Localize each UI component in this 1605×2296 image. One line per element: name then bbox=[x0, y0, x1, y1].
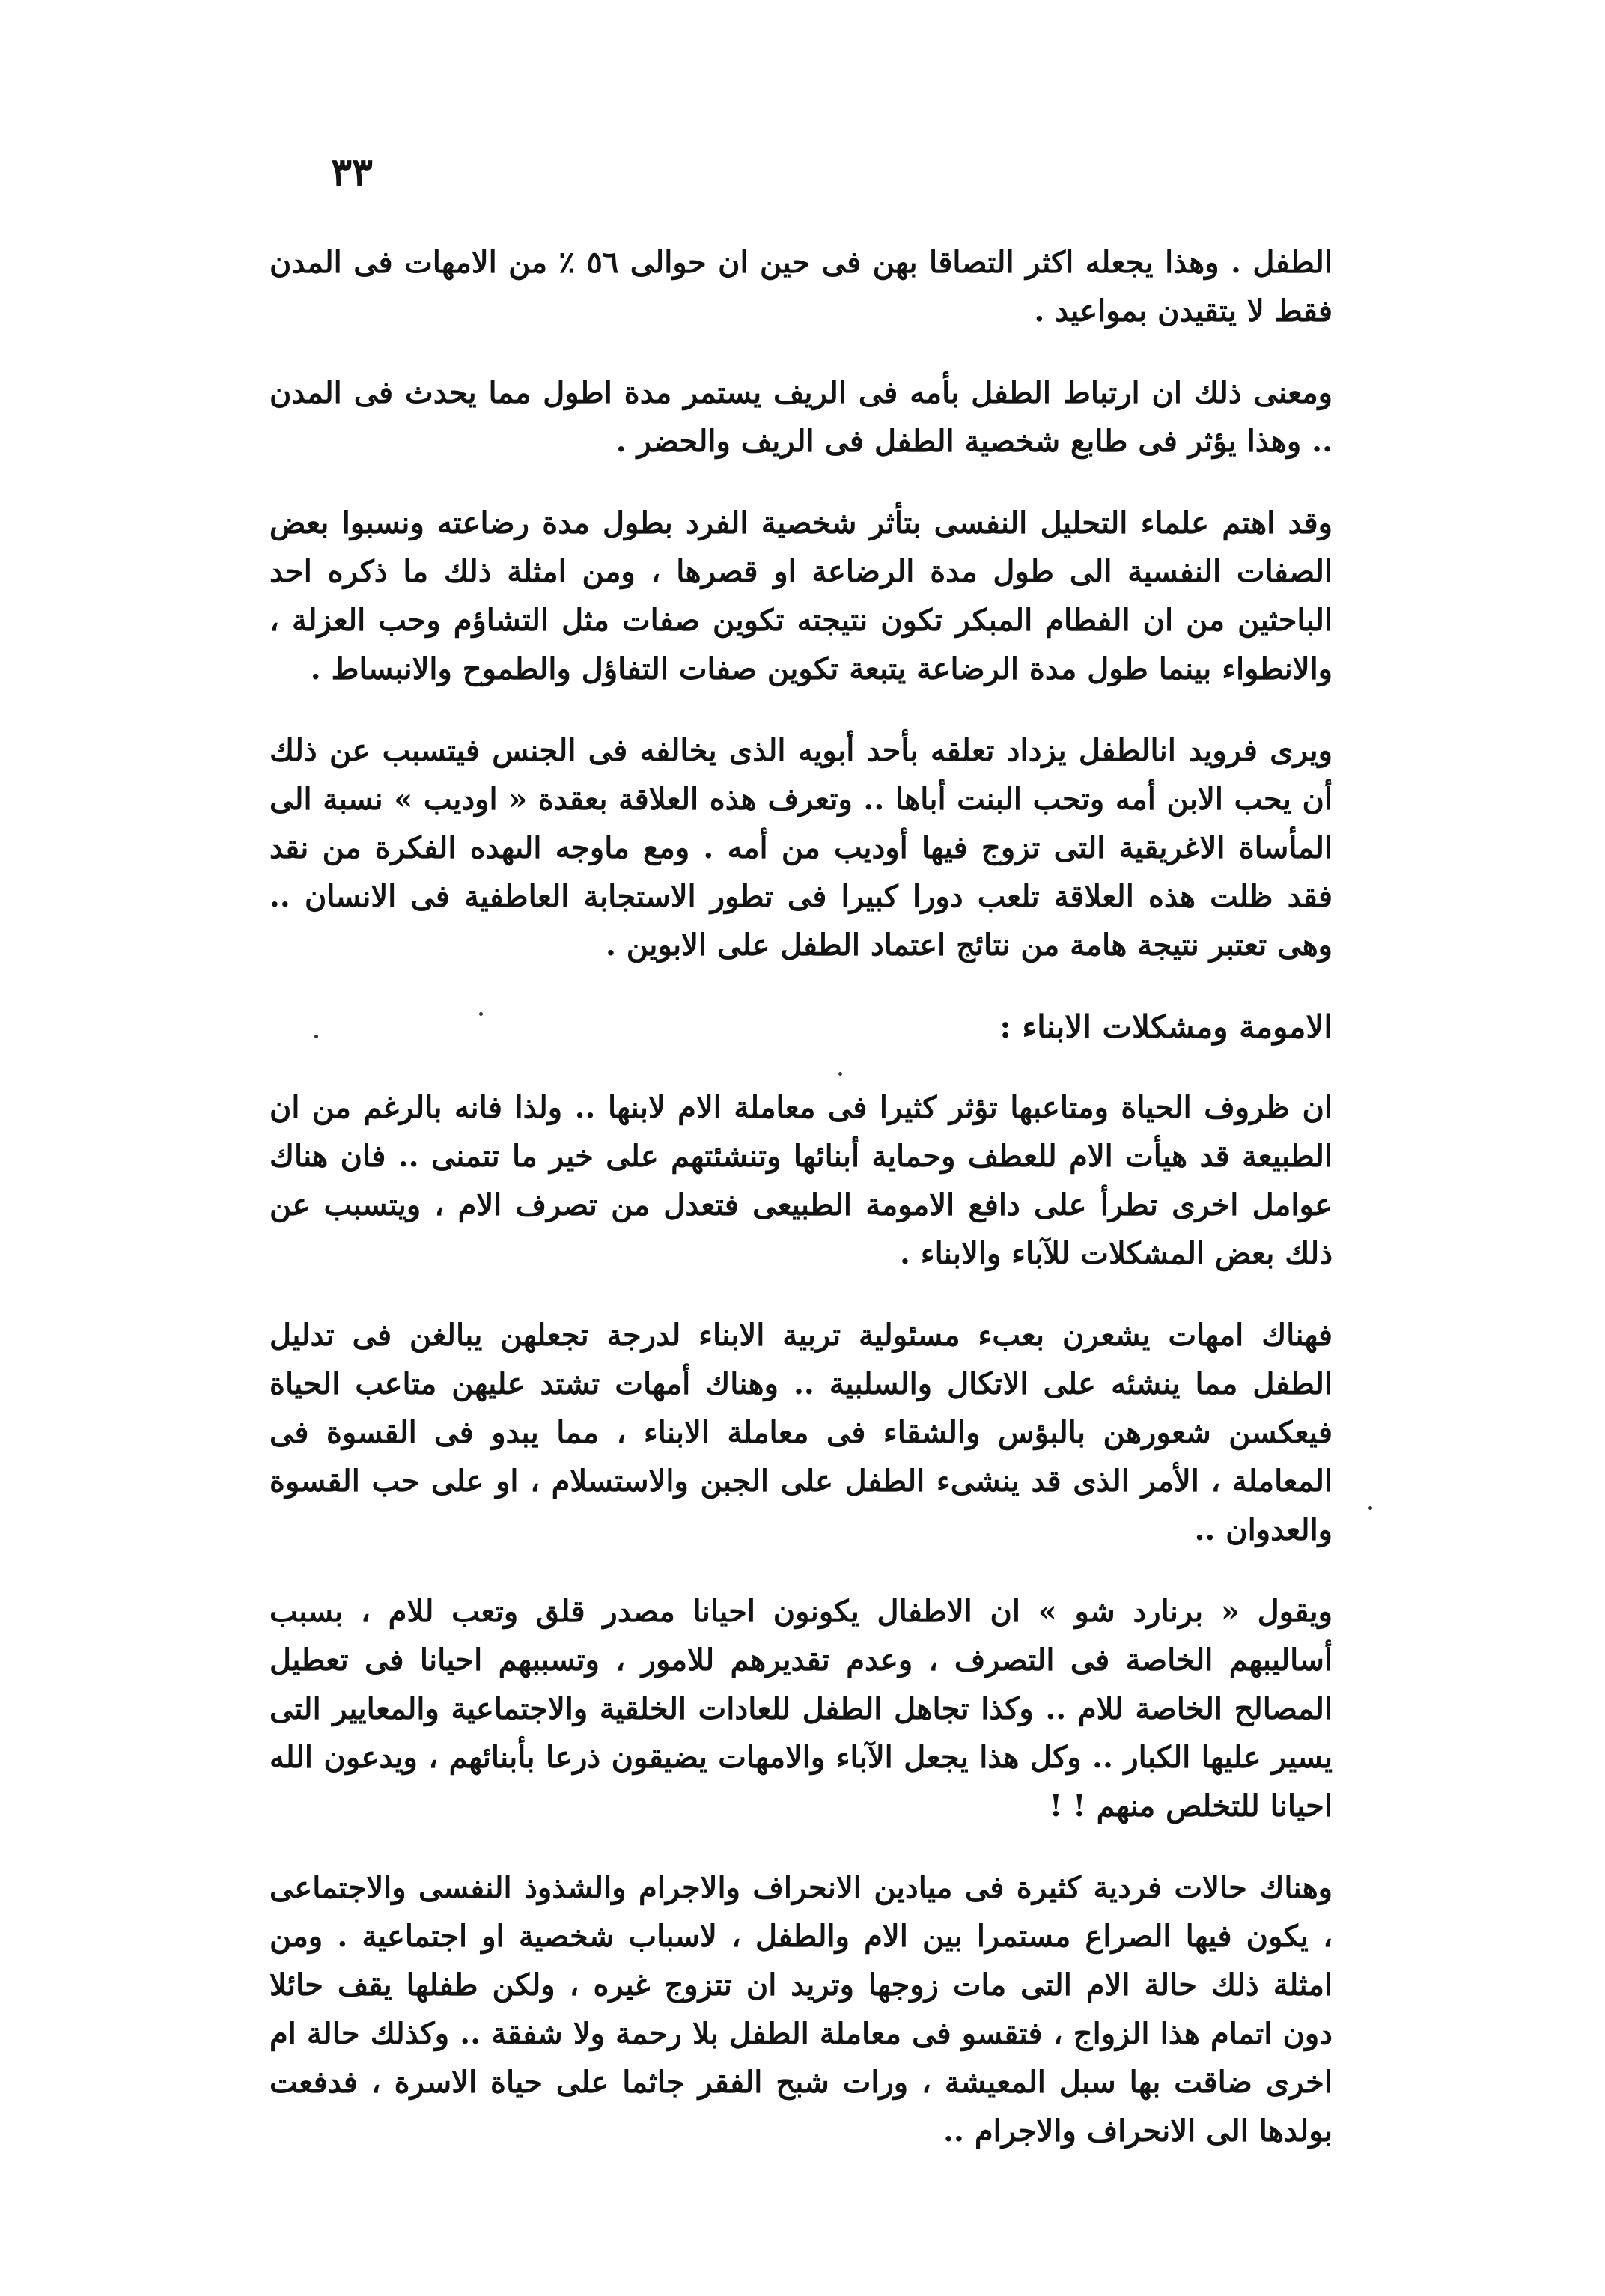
scan-speck bbox=[1368, 1506, 1372, 1510]
scan-speck bbox=[479, 1012, 483, 1016]
paragraph: ويقول « برنارد شو » ان الاطفال يكونون احيانا مصدر قلق وتعب للام ، بسبب أساليبهم الخاصة فى التصرف ، وعدم تقديرهم للامور ، وتسببهم احيانا فى تعطيل المصالح الخاصة للام .. وكذا تجاهل الطفل للعادات الخلقية والاجتماعية والمعايير التى يسير عليها الكبار .. وكل هذا يجعل الآباء والامهات يضيقون ذرعا بأبنائهم ، ويدعون الله احيانا للتخلص منهم ! ! bbox=[269, 1594, 1333, 1824]
paragraph: ان ظروف الحياة ومتاعبها تؤثر كثيرا فى معاملة الام لابنها .. ولذا فانه بالرغم من ان الطبيعة قد هيأت الام للعطف وحماية أبنائها وتنشئتهم على خير ما تتمنى .. فان هناك عوامل اخرى تطرأ على دافع الامومة الطبيعى فتعدل من تصرف الام ، ويتسبب عن ذلك بعض المشكلات للآباء والابناء . bbox=[269, 1090, 1333, 1271]
scan-speck bbox=[838, 1072, 842, 1076]
paragraph: ويرى فرويد انالطفل يزداد تعلقه بأحد أبويه الذى يخالفه فى الجنس فيتسبب عن ذلك أن يحب الابن أمه وتحب البنت أباها .. وتعرف هذه العلاقة بعقدة « اوديب » نسبة الى المأساة الاغريقية التى تزوج فيها أوديب من أمه . ومع ماوجه الىهده الفكرة من نقد فقد ظلت هذه العلاقة تلعب دورا كبيرا فى تطور الاستجابة العاطفية فى الانسان .. وهى تعتبر نتيجة هامة من نتائج اعتماد الطفل على الابوين . bbox=[269, 733, 1333, 963]
paragraph: وقد اهتم علماء التحليل النفسى بتأثر شخصية الفرد بطول مدة رضاعته ونسبوا بعض الصفات النفسية الى طول مدة الرضاعة او قصرها ، ومن امثلة ذلك ما ذكره احد الباحثين من ان الفطام المبكر تكون نتيجته تكوين صفات مثل التشاؤم وحب العزلة ، والانطواء بينما طول مدة الرضاعة يتبعة تكوين صفات التفاؤل والطموح والانبساط . bbox=[269, 505, 1333, 686]
paragraph: وهناك حالات فردية كثيرة فى ميادين الانحراف والاجرام والشذوذ النفسى والاجتماعى ، يكون فيها الصراع مستمرا بين الام والطفل ، لاسباب شخصية او اجتماعية . ومن امثلة ذلك حالة الام التى مات زوجها وتريد ان تتزوج غيره ، ولكن طفلها يقف حائلا دون اتمام هذا الزواج ، فتقسو فى معاملة الطفل بلا رحمة ولا شفقة .. وكذلك حالة ام اخرى ضاقت بها سبل المعيشة ، ورات شبح الفقر جاثما على حياة الاسرة ، فدفعت بولدها الى الانحراف والاجرام .. bbox=[269, 1870, 1333, 2149]
body-text bbox=[269, 238, 1333, 2188]
scan-speck bbox=[314, 1035, 318, 1038]
page-number: ٣٣ bbox=[331, 150, 373, 195]
section-heading: الامومة ومشكلات الابناء : bbox=[999, 1008, 1333, 1045]
paragraph: فهناك امهات يشعرن بعبء مسئولية تربية الابناء لدرجة تجعلهن يبالغن فى تدليل الطفل مما ينشئه على الاتكال والسلبية .. وهناك أمهات تشتد عليهن متاعب الحياة فيعكسن شعورهن بالبؤس والشقاء فى معاملة الابناء ، مما يبدو فى القسوة فى المعاملة ، الأمر الذى قد ينشىء الطفل على الجبن والاستسلام ، او على حب القسوة والعدوان .. bbox=[269, 1318, 1333, 1547]
paragraph: الطفل . وهذا يجعله اكثر التصاقا بهن فى حين ان حوالى ٥٦ ٪ من الامهات فى المدن فقط لا يتقيدن بمواعيد . bbox=[269, 245, 1333, 329]
paragraph: ومعنى ذلك ان ارتباط الطفل بأمه فى الريف يستمر مدة اطول مما يحدث فى المدن .. وهذا يؤثر فى طابع شخصية الطفل فى الريف والحضر . bbox=[269, 375, 1333, 459]
